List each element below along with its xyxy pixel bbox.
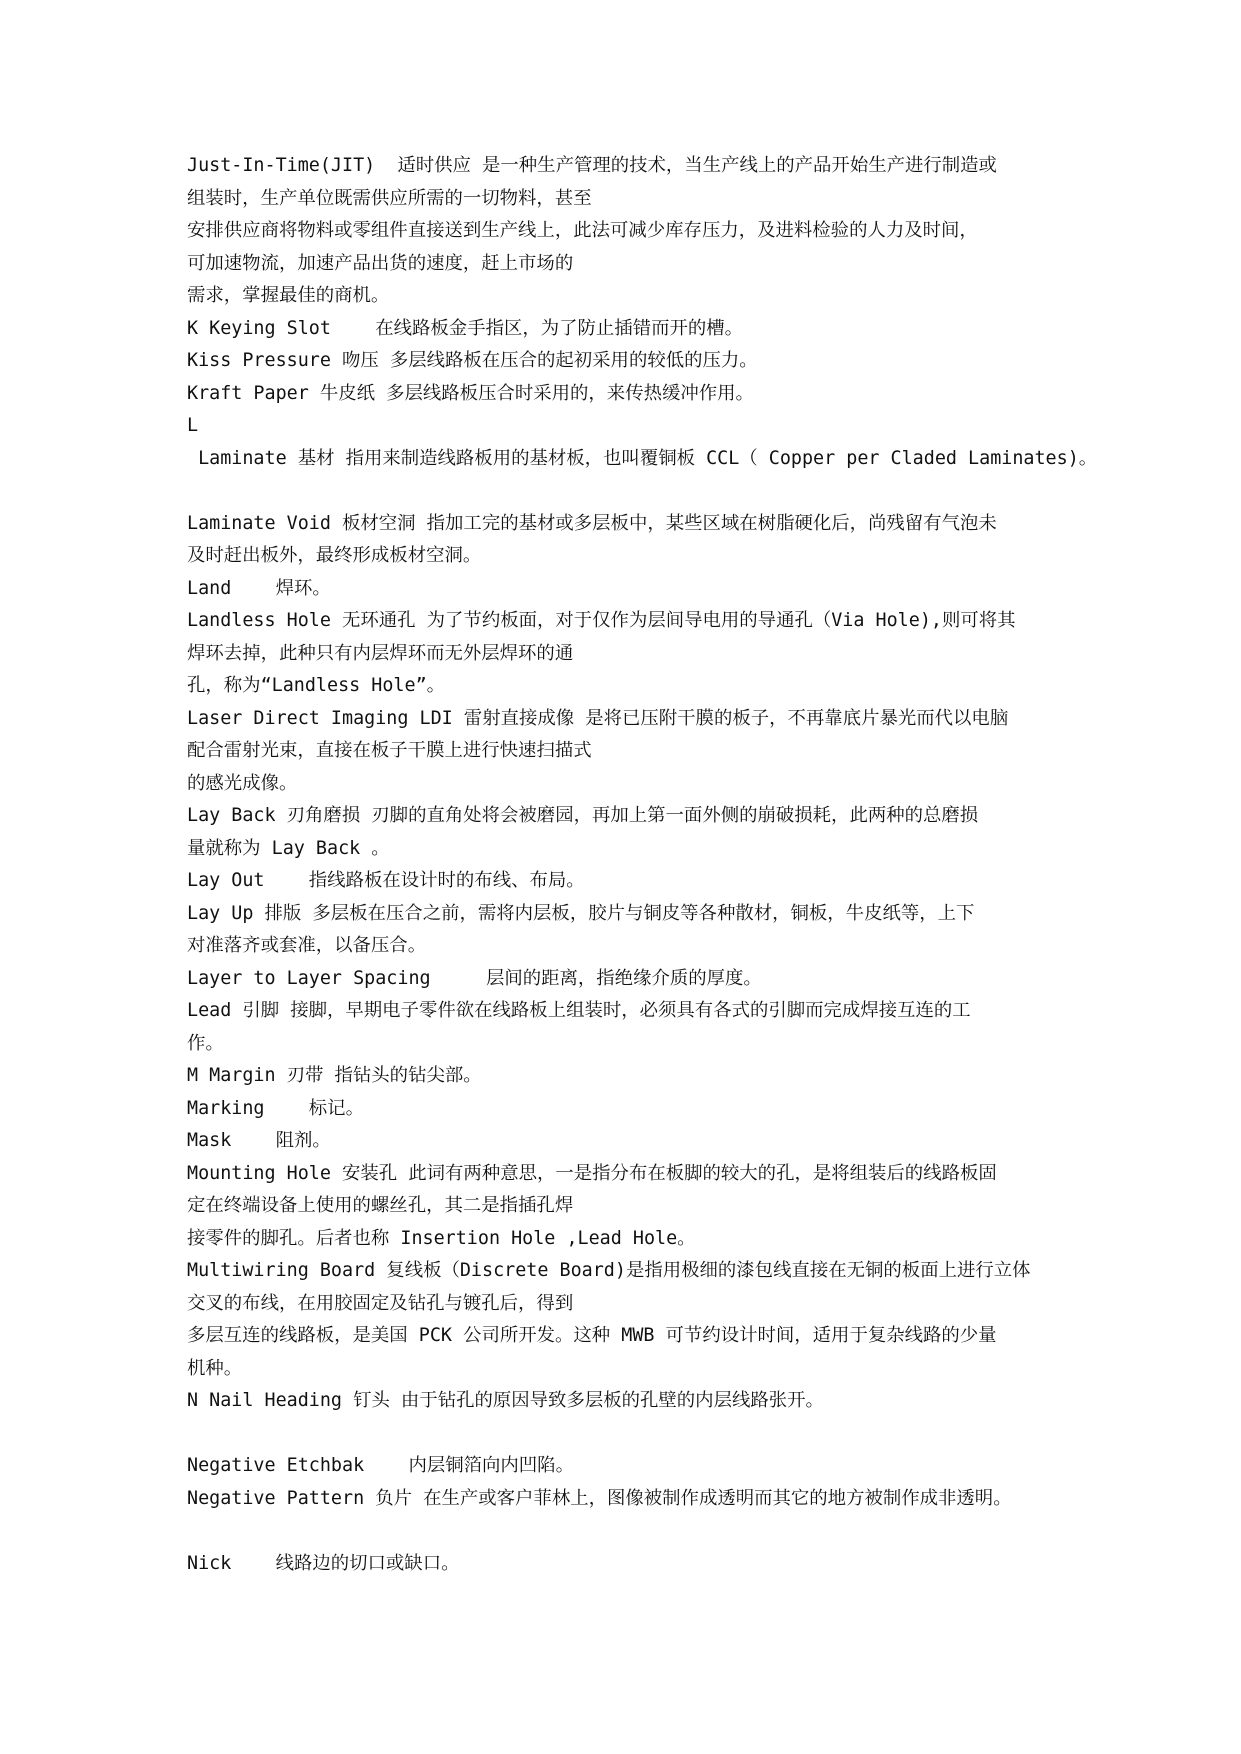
text-line: N Nail Heading 钉头 由于钻孔的原因导致多层板的孔壁的内层线路张开。: [187, 1390, 824, 1411]
document-body: [187, 150, 1098, 1580]
text-line: Layer to Layer Spacing 层间的距离，指绝缘介质的厚度。: [187, 967, 762, 989]
text-line: Landless Hole 无环通孔 为了节约板面，对于仅作为层间导电用的导通孔（Via Hole),则可将其: [187, 610, 1016, 631]
text-line: [187, 1418, 1087, 1451]
text-line: [187, 1515, 1087, 1548]
text-line: Laser Direct Imaging LDI 雷射直接成像 是将已压附干膜的板子，不再靠底片暴光而代以电脑: [187, 707, 1009, 729]
text-line: Nick 线路边的切口或缺口。: [187, 1552, 460, 1574]
text-line: Laminate Void 板材空洞 指加工完的基材或多层板中，某些区域在树脂硬化后，尚残留有气泡未: [187, 512, 997, 534]
text-line: Lay Up 排版 多层板在压合之前，需将内层板，胶片与铜皮等各种散材，铜板，牛皮纸等，上下: [187, 902, 975, 924]
text-line: 接零件的脚孔。后者也称 Insertion Hole ,Lead Hole。: [187, 1227, 696, 1249]
text-line: [187, 475, 1087, 508]
text-line: 的感光成像。: [187, 772, 298, 794]
text-line: Mask 阻剂。: [187, 1130, 331, 1151]
text-line: Lay Out 指线路板在设计时的布线、布局。: [187, 870, 585, 891]
text-line: Just-In-Time(JIT) 适时供应 是一种生产管理的技术，当生产线上的产品开始生产进行制造或: [187, 155, 997, 176]
text-line: Negative Pattern 负片 在生产或客户菲林上，图像被制作成透明而其它的地方被制作成非透明。: [187, 1487, 1012, 1509]
text-line: Lay Back 刃角磨损 刃脚的直角处将会被磨园，再加上第一面外侧的崩破损耗，此两种的总磨损: [187, 805, 979, 826]
text-line: 可加速物流，加速产品出货的速度，赶上市场的: [187, 252, 574, 274]
text-line: 交叉的布线，在用胶固定及钻孔与镀孔后，得到: [187, 1292, 574, 1314]
text-line: K Keying Slot 在线路板金手指区，为了防止插错而开的槽。: [187, 317, 744, 339]
text-line: Lead 引脚 接脚，早期电子零件欲在线路板上组装时，必须具有各式的引脚而完成焊接互连的工: [187, 1000, 971, 1021]
text-line: 及时赶出板外，最终形成板材空洞。: [187, 545, 482, 566]
text-line: Multiwiring Board 复线板（Discrete Board)是指用极细的漆包线直接在无铜的板面上进行立体: [187, 1260, 1031, 1281]
text-line: Negative Etchbak 内层铜箔向内凹陷。: [187, 1455, 574, 1476]
text-line: Laminate 基材 指用来制造线路板用的基材板，也叫覆铜板 CCL（ Copper per Claded Laminates)。: [187, 447, 1098, 469]
text-line: Mounting Hole 安装孔 此词有两种意思，一是指分布在板脚的较大的孔，是将组装后的线路板固: [187, 1162, 997, 1184]
text-line: Marking 标记。: [187, 1097, 364, 1119]
text-line: 组装时，生产单位既需供应所需的一切物料，甚至: [187, 187, 592, 209]
text-line: 孔，称为“Landless Hole”。: [187, 675, 446, 696]
text-line: 安排供应商将物料或零组件直接送到生产线上，此法可减少库存压力，及进料检验的人力及时间，: [187, 220, 978, 241]
text-line: 对准落齐或套准，以备压合。: [187, 935, 427, 956]
text-line: 作。: [187, 1032, 224, 1054]
text-line: 需求，掌握最佳的商机。: [187, 285, 390, 306]
text-line: 多层互连的线路板，是美国 PCK 公司所开发。这种 MWB 可节约设计时间，适用于复杂线路的少量: [187, 1325, 997, 1346]
text-line: Kiss Pressure 吻压 多层线路板在压合的起初采用的较低的压力。: [187, 350, 758, 371]
text-line: M Margin 刃带 指钻头的钻尖部。: [187, 1065, 482, 1086]
text-line: Kraft Paper 牛皮纸 多层线路板压合时采用的，来传热缓冲作用。: [187, 382, 754, 404]
text-line: Land 焊环。: [187, 577, 331, 599]
text-line: 机种。: [187, 1357, 243, 1379]
text-line: 量就称为 Lay Back 。: [187, 837, 390, 859]
text-line: 定在终端设备上使用的螺丝孔，其二是指插孔焊: [187, 1195, 574, 1216]
text-line: 配合雷射光束，直接在板子干膜上进行快速扫描式: [187, 740, 592, 761]
text-line: L: [187, 415, 199, 436]
text-line: 焊环去掉，此种只有内层焊环而无外层焊环的通: [187, 642, 574, 664]
